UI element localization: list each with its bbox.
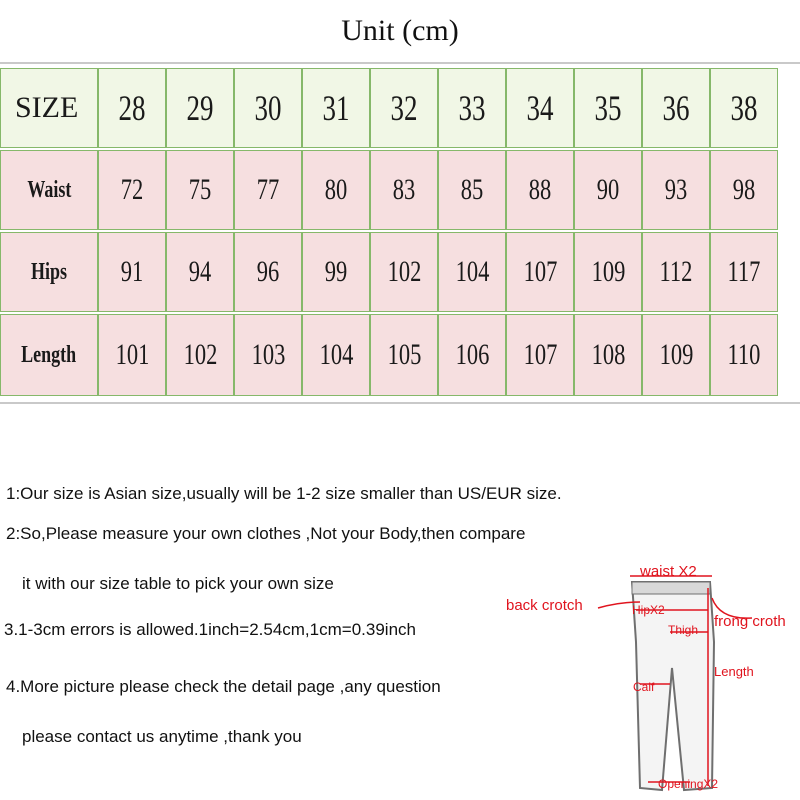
table-cell: 80	[302, 150, 370, 230]
table-cell: 96	[234, 232, 302, 312]
header-cell: 28	[98, 68, 166, 148]
header-cell: 32	[370, 68, 438, 148]
header-cell: 36	[642, 68, 710, 148]
table-cell: 85	[438, 150, 506, 230]
table-row-length	[0, 314, 800, 396]
table-cell: 75	[166, 150, 234, 230]
table-cell: 83	[370, 150, 438, 230]
note-4-cont: please contact us anytime ,thank you	[22, 727, 302, 746]
header-cell: 31	[302, 68, 370, 148]
size-table	[0, 62, 800, 404]
table-cell: 107	[506, 232, 574, 312]
waistband	[632, 582, 710, 594]
opening-label: OpeningX2	[658, 777, 719, 791]
table-cell: 104	[302, 314, 370, 396]
header-cell-size: SIZE	[0, 68, 98, 148]
table-cell: 108	[574, 314, 642, 396]
header-cell: 30	[234, 68, 302, 148]
table-row-waist	[0, 150, 800, 230]
pants-measurement-diagram	[500, 558, 800, 798]
table-cell: 105	[370, 314, 438, 396]
table-cell: 109	[642, 314, 710, 396]
table-cell: 117	[710, 232, 778, 312]
table-cell: 90	[574, 150, 642, 230]
header-cell: 35	[574, 68, 642, 148]
calf-label: Calf	[633, 680, 655, 694]
length-label: Length	[714, 664, 754, 679]
note-1: 1:Our size is Asian size,usually will be 1-2 size smaller than US/EUR size.	[6, 484, 562, 503]
table-cell: 103	[234, 314, 302, 396]
table-header-row	[0, 68, 800, 148]
front-crotch-label: frong croth	[714, 613, 786, 630]
header-cell: 34	[506, 68, 574, 148]
row-label: Hips	[0, 232, 98, 312]
note-2-cont: it with our size table to pick your own size	[22, 574, 334, 593]
header-cell: 29	[166, 68, 234, 148]
table-cell: 72	[98, 150, 166, 230]
row-label: Length	[0, 314, 98, 396]
table-cell: 93	[642, 150, 710, 230]
table-cell: 102	[166, 314, 234, 396]
table-cell: 109	[574, 232, 642, 312]
table-cell: 91	[98, 232, 166, 312]
table-cell: 104	[438, 232, 506, 312]
hip-label: HipX2	[632, 603, 665, 617]
table-cell: 94	[166, 232, 234, 312]
header-cell: 33	[438, 68, 506, 148]
table-cell: 106	[438, 314, 506, 396]
table-cell: 98	[710, 150, 778, 230]
table-cell: 110	[710, 314, 778, 396]
waist-label: waist X2	[640, 563, 697, 580]
table-cell: 112	[642, 232, 710, 312]
note-3: 3.1-3cm errors is allowed.1inch=2.54cm,1cm=0.39inch	[4, 620, 416, 639]
note-2: 2:So,Please measure your own clothes ,Not your Body,then compare	[6, 524, 526, 543]
table-cell: 107	[506, 314, 574, 396]
thigh-label: Thigh	[668, 623, 699, 637]
back-crotch-label: back crotch	[506, 597, 583, 614]
row-label: Waist	[0, 150, 98, 230]
table-cell: 99	[302, 232, 370, 312]
table-row-hips	[0, 232, 800, 312]
table-cell: 88	[506, 150, 574, 230]
table-cell: 101	[98, 314, 166, 396]
note-4: 4.More picture please check the detail page ,any question	[6, 677, 441, 696]
unit-title: Unit (cm)	[341, 14, 459, 47]
table-cell: 102	[370, 232, 438, 312]
table-cell: 77	[234, 150, 302, 230]
header-cell: 38	[710, 68, 778, 148]
